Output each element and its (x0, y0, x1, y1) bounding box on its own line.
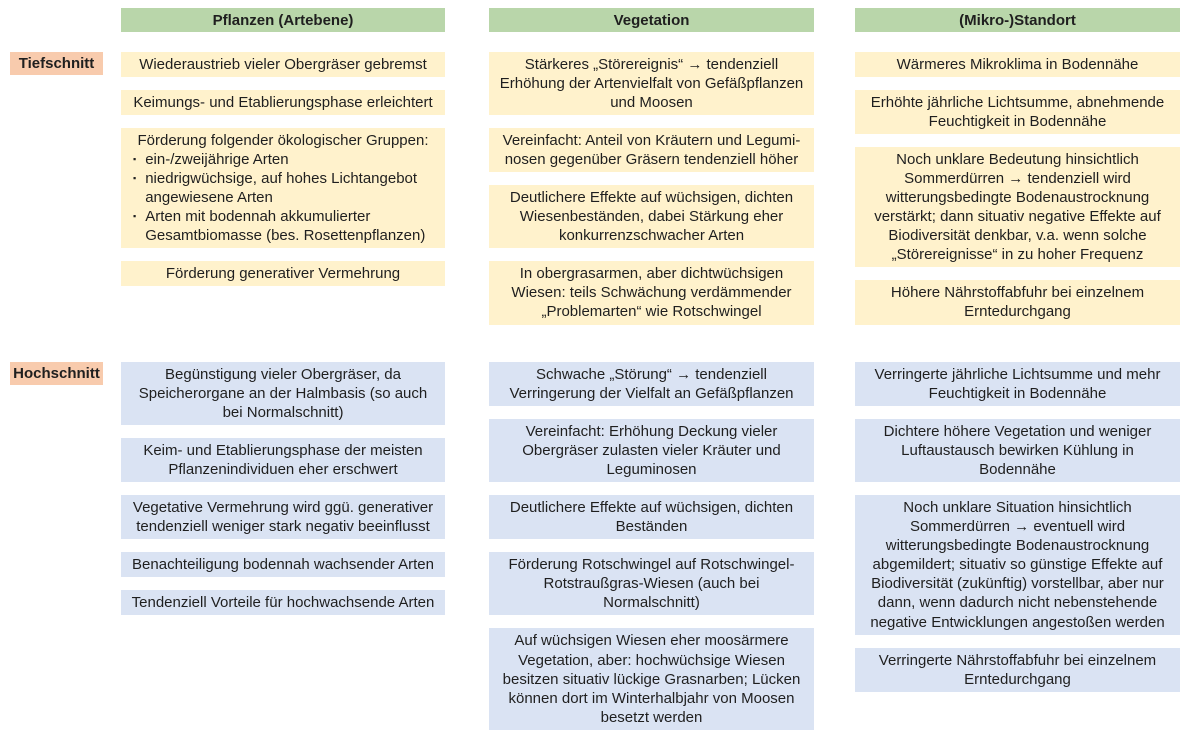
hochschnitt-pflanzen-group (121, 362, 445, 615)
cell-tief-standort-2: Erhöhte jährliche Lichtsumme, abnehmende Feuchtigkeit in Bodennähe (855, 90, 1180, 134)
tiefschnitt-standort-group (855, 52, 1180, 325)
cell-heading: Förderung folgender ökologischer Gruppen: (137, 132, 429, 150)
bullet-icon: ▪ (133, 173, 137, 184)
cell-tief-standort-4: Höhere Nährstoffabfuhr bei einzelnem Erntedurchgang (855, 280, 1180, 324)
column-standort (855, 0, 1180, 735)
bullet-item (128, 207, 438, 245)
column-vegetation (489, 0, 814, 735)
tiefschnitt-vegetation-group (489, 52, 814, 325)
cell-hoch-pflanzen-4: Benachteiligung bodennah wachsender Arten (121, 552, 445, 577)
cell-hoch-pflanzen-5: Tendenziell Vorteile für hochwachsende Arten (121, 590, 445, 615)
column-header-vegetation: Vegetation (489, 8, 814, 32)
bullet-list (128, 150, 438, 245)
cell-hoch-standort-3: Noch unklare Situation hinsichtlich Sommerdürren → eventuell wird witterungsbedingte Bodenaustrocknung abgemildert; situativ so günstige Effekte auf Biodiversität (zukünftig) vorstellbar, aber nur dann, wenn dadurch nicht nebenstehende negative Entwicklungen angestoßen werden (855, 495, 1180, 634)
cell-tief-vegetation-4: In obergrasarmen, aber dichtwüchsigen Wiesen: teils Schwächung verdämmender „Problemarten“ wie Rotschwingel (489, 261, 814, 324)
cell-hoch-standort-2: Dichtere höhere Vegetation und weniger Luftaustausch bewirken Kühlung in Bodennähe (855, 419, 1180, 482)
cell-tief-standort-1: Wärmeres Mikroklima in Bodennähe (855, 52, 1180, 77)
cell-hoch-vegetation-1: Schwache „Störung“ → tendenziell Verringerung der Vielfalt an Gefäßpflanzen (489, 362, 814, 406)
cell-tief-pflanzen-4: Förderung generativer Vermehrung (121, 261, 445, 286)
tiefschnitt-pflanzen-group (121, 52, 445, 286)
hochschnitt-vegetation-group (489, 362, 814, 730)
cell-tief-pflanzen-2: Keimungs- und Etablierungsphase erleichtert (121, 90, 445, 115)
bullet-item (128, 150, 438, 169)
hochschnitt-standort-group (855, 362, 1180, 692)
cell-hoch-standort-4: Verringerte Nährstoffabfuhr bei einzelnem Erntedurchgang (855, 648, 1180, 692)
cell-hoch-pflanzen-3: Vegetative Vermehrung wird ggü. generativer tendenziell weniger stark negativ beeinflusst (121, 495, 445, 539)
cell-tief-vegetation-1: Stärkeres „Störereignis“ → tendenziell Erhöhung der Artenvielfalt von Gefäßpflanzen und Moosen (489, 52, 814, 115)
cell-tief-standort-3: Noch unklare Bedeutung hinsichtlich Sommerdürren → tendenziell wird witterungsbedingte Bodenaustrocknung verstärkt; dann situativ negative Effekte auf Biodiversität denkbar, v.a. wenn solche „Störereignisse“ in zu hoher Frequenz (855, 147, 1180, 267)
cell-hoch-standort-1: Verringerte jährliche Lichtsumme und mehr Feuchtigkeit in Bodennähe (855, 362, 1180, 406)
bullet-icon: ▪ (133, 211, 137, 222)
column-header-pflanzen: Pflanzen (Artebene) (121, 8, 445, 32)
cell-hoch-vegetation-4: Förderung Rotschwingel auf Rotschwingel-Rotstraußgras-Wiesen (auch bei Normalschnitt) (489, 552, 814, 615)
column-header-standort: (Mikro-)Standort (855, 8, 1180, 32)
cell-hoch-vegetation-2: Vereinfacht: Erhöhung Deckung vieler Obergräser zulasten vieler Kräuter und Leguminosen (489, 419, 814, 482)
cell-tief-pflanzen-3 (121, 128, 445, 248)
bullet-text: Arten mit bodennah akkumulierter Gesamtbiomasse (bes. Rosettenpflanzen) (145, 208, 426, 245)
cell-hoch-vegetation-3: Deutlichere Effekte auf wüchsigen, dichten Beständen (489, 495, 814, 539)
row-label-hochschnitt: Hochschnitt (10, 362, 103, 385)
cell-hoch-vegetation-5: Auf wüchsigen Wiesen eher moosärmere Vegetation, aber: hochwüchsige Wiesen besitzen situativ lückige Grasnarben; Lücken können dort im Winterhalbjahr von Moosen besetzt werden (489, 628, 814, 729)
bullet-text: niedrigwüchsige, auf hohes Lichtangebot angewiesene Arten (145, 170, 418, 207)
cell-tief-pflanzen-1: Wiederaustrieb vieler Obergräser gebremst (121, 52, 445, 77)
bullet-icon: ▪ (133, 154, 137, 165)
bullet-item (128, 169, 438, 207)
column-pflanzen (121, 0, 445, 735)
row-label-tiefschnitt: Tiefschnitt (10, 52, 103, 75)
bullet-text: ein-/zweijährige Arten (145, 151, 289, 169)
cell-hoch-pflanzen-2: Keim- und Etablierungsphase der meisten Pflanzenindividuen eher erschwert (121, 438, 445, 482)
cell-hoch-pflanzen-1: Begünstigung vieler Obergräser, da Speicherorgane an der Halmbasis (so auch bei Normalschnitt) (121, 362, 445, 425)
cell-tief-vegetation-2: Vereinfacht: Anteil von Kräutern und Legumi-nosen gegenüber Gräsern tendenziell höher (489, 128, 814, 172)
cell-tief-vegetation-3: Deutlichere Effekte auf wüchsigen, dichten Wiesenbeständen, dabei Stärkung eher konkurrenzschwacher Arten (489, 185, 814, 248)
